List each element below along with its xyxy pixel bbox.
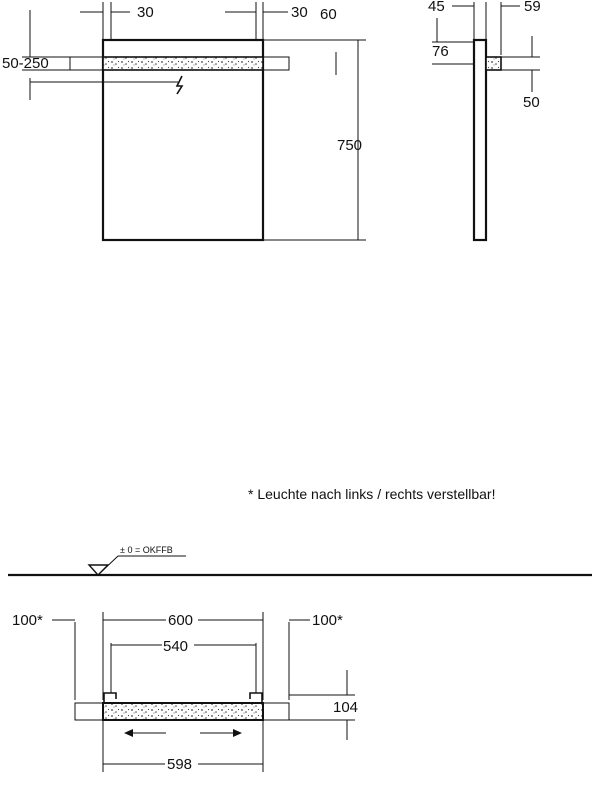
- side-view: [428, 0, 541, 240]
- dim-depth-left-label: 45: [428, 0, 445, 15]
- mirror-side: [474, 40, 486, 240]
- dim-depth-right-label: 59: [524, 0, 541, 15]
- light-extension-left: [70, 57, 103, 70]
- dim-mount-spacing-label: 540: [163, 638, 189, 655]
- mount-bracket-left: [104, 693, 116, 703]
- light-extension-right: [263, 57, 289, 70]
- light-extension-left-plan: [75, 703, 103, 720]
- dim-light-depth-label: 50: [523, 94, 540, 111]
- front-view: [2, 2, 366, 240]
- floor-reference: [8, 545, 592, 575]
- light-bar-plan: [103, 703, 263, 720]
- dim-width-label: 600: [168, 612, 194, 629]
- dim-plan-height-label: 104: [333, 699, 359, 716]
- adjustment-note: * Leuchte nach links / rechts verstellbar!: [248, 486, 496, 502]
- dim-overhang-right-label: 100*: [312, 612, 343, 629]
- dim-height-label: 750: [337, 137, 363, 154]
- mount-bracket-right: [250, 693, 262, 703]
- dim-top-right-label: 60: [320, 6, 337, 23]
- floor-marker-label: ± 0 = OKFFB: [120, 545, 173, 555]
- dim-right-offset-label: 30: [291, 4, 308, 21]
- light-extension-right-plan: [263, 703, 289, 720]
- dim-overhang-left-label: 100*: [12, 612, 43, 629]
- light-bar-front: [103, 57, 263, 70]
- dim-light-range-label: 50-250: [2, 55, 49, 72]
- dim-left-offset-label: 30: [137, 4, 154, 21]
- floor-marker-icon: [89, 565, 108, 575]
- plan-view: [12, 612, 358, 773]
- light-side: [486, 57, 501, 70]
- dim-light-height-label: 76: [432, 43, 449, 60]
- dim-light-width-label: 598: [167, 756, 193, 773]
